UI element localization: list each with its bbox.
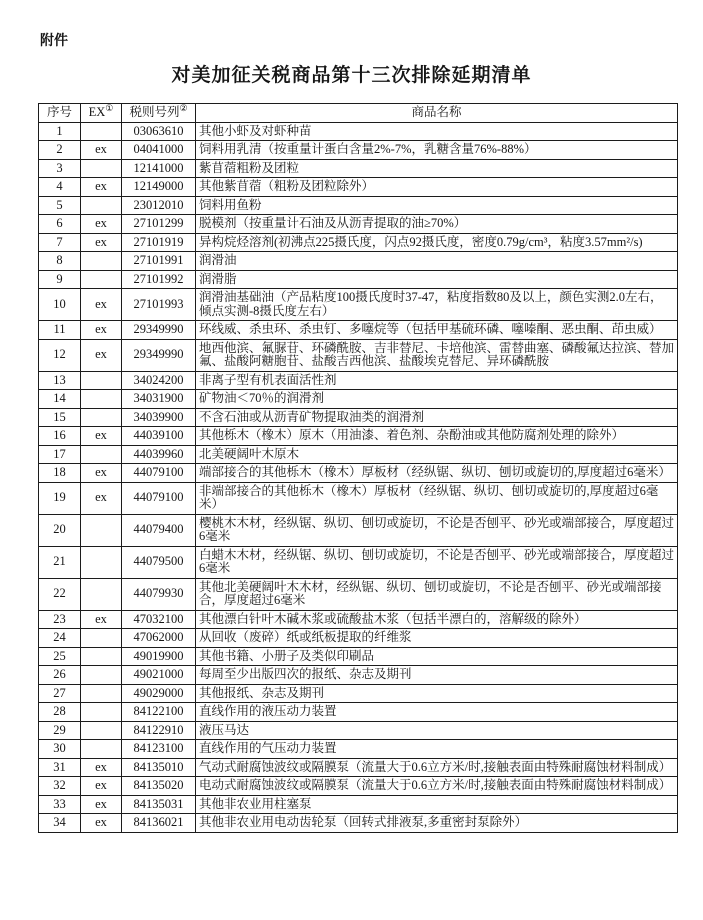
tariff-code-cell: 47032100 xyxy=(122,610,196,629)
row-index-cell: 19 xyxy=(39,482,81,514)
tariff-code-cell: 44039100 xyxy=(122,427,196,446)
table-row xyxy=(39,233,678,252)
tariff-code-cell: 29349990 xyxy=(122,321,196,340)
row-index-cell: 10 xyxy=(39,289,81,321)
table-row xyxy=(39,578,678,610)
table-row xyxy=(39,814,678,833)
tariff-code-cell: 84136021 xyxy=(122,814,196,833)
ex-flag-cell xyxy=(81,270,122,289)
table-row xyxy=(39,482,678,514)
column-header-ex-label: EX xyxy=(88,105,106,119)
product-name-cell: 不含石油或从沥青矿物提取油类的润滑剂 xyxy=(196,408,678,427)
footnote-marker-2: ② xyxy=(179,102,188,113)
row-index-cell: 16 xyxy=(39,427,81,446)
table-row xyxy=(39,390,678,409)
row-index-cell: 18 xyxy=(39,464,81,483)
row-index-cell: 22 xyxy=(39,578,81,610)
table-row xyxy=(39,371,678,390)
product-name-cell: 电动式耐腐蚀波纹或隔膜泵（流量大于0.6立方米/时,接触表面由特殊耐腐蚀材料制成） xyxy=(196,777,678,796)
tariff-code-cell: 44079930 xyxy=(122,578,196,610)
ex-flag-cell xyxy=(81,196,122,215)
ex-flag-cell: ex xyxy=(81,289,122,321)
row-index-cell: 7 xyxy=(39,233,81,252)
product-name-cell: 其他书籍、小册子及类似印刷品 xyxy=(196,647,678,666)
tariff-code-cell: 03063610 xyxy=(122,122,196,141)
table-row xyxy=(39,647,678,666)
ex-flag-cell: ex xyxy=(81,233,122,252)
attachment-label: 附件 xyxy=(40,34,68,49)
table-row xyxy=(39,464,678,483)
tariff-code-cell: 12149000 xyxy=(122,178,196,197)
tariff-code-cell: 34039900 xyxy=(122,408,196,427)
row-index-cell: 21 xyxy=(39,546,81,578)
tariff-code-cell: 49021000 xyxy=(122,666,196,685)
product-name-cell: 饲料用鱼粉 xyxy=(196,196,678,215)
row-index-cell: 30 xyxy=(39,740,81,759)
ex-flag-cell: ex xyxy=(81,777,122,796)
column-header-tariff-code-label: 税则号列 xyxy=(129,105,180,119)
row-index-cell: 14 xyxy=(39,390,81,409)
table-row xyxy=(39,514,678,546)
tariff-code-cell: 84135020 xyxy=(122,777,196,796)
tariff-code-cell: 34024200 xyxy=(122,371,196,390)
ex-flag-cell: ex xyxy=(81,814,122,833)
tariff-code-cell: 34031900 xyxy=(122,390,196,409)
ex-flag-cell xyxy=(81,546,122,578)
product-name-cell: 润滑油基础油（产品粘度100摄氏度时37-47，粘度指数80及以上，颜色实测2.0左右，倾点实测-8摄氏度左右） xyxy=(196,289,678,321)
row-index-cell: 11 xyxy=(39,321,81,340)
row-index-cell: 26 xyxy=(39,666,81,685)
table-row xyxy=(39,758,678,777)
ex-flag-cell xyxy=(81,445,122,464)
ex-flag-cell xyxy=(81,578,122,610)
product-name-cell: 其他栎木（橡木）原木（用油漆、着色剂、杂酚油或其他防腐剂处理的除外） xyxy=(196,427,678,446)
product-name-cell: 矿物油＜70％的润滑剂 xyxy=(196,390,678,409)
row-index-cell: 8 xyxy=(39,252,81,271)
row-index-cell: 13 xyxy=(39,371,81,390)
table-header xyxy=(39,104,678,123)
ex-flag-cell xyxy=(81,629,122,648)
column-header-index-label: 序号 xyxy=(46,105,72,119)
column-header-product-name-label: 商品名称 xyxy=(411,105,462,119)
table-row xyxy=(39,270,678,289)
row-index-cell: 17 xyxy=(39,445,81,464)
ex-flag-cell xyxy=(81,666,122,685)
product-name-cell: 非端部接合的其他栎木（橡木）厚板材（经纵锯、纵切、刨切或旋切的,厚度超过6毫米） xyxy=(196,482,678,514)
tariff-code-cell: 23012010 xyxy=(122,196,196,215)
row-index-cell: 23 xyxy=(39,610,81,629)
row-index-cell: 12 xyxy=(39,339,81,371)
row-index-cell: 9 xyxy=(39,270,81,289)
table-row xyxy=(39,445,678,464)
ex-flag-cell xyxy=(81,390,122,409)
ex-flag-cell xyxy=(81,703,122,722)
table-row xyxy=(39,427,678,446)
product-name-cell: 脱模剂（按重量计石油及从沥青提取的油≥70%） xyxy=(196,215,678,234)
product-name-cell: 其他紫苜蓿（粗粉及团粒除外） xyxy=(196,178,678,197)
column-header-product-name xyxy=(196,104,678,123)
tariff-code-cell: 27101919 xyxy=(122,233,196,252)
tariff-exclusion-table xyxy=(38,103,678,833)
product-name-cell: 液压马达 xyxy=(196,721,678,740)
column-header-tariff-code xyxy=(122,104,196,123)
footnote-marker-1: ① xyxy=(105,102,114,113)
tariff-code-cell: 47062000 xyxy=(122,629,196,648)
table-row xyxy=(39,215,678,234)
table-row xyxy=(39,777,678,796)
product-name-cell: 气动式耐腐蚀波纹或隔膜泵（流量大于0.6立方米/时,接触表面由特殊耐腐蚀材料制成） xyxy=(196,758,678,777)
page-title: 对美加征关税商品第十三次排除延期清单 xyxy=(171,65,532,86)
ex-flag-cell: ex xyxy=(81,215,122,234)
ex-flag-cell xyxy=(81,371,122,390)
row-index-cell: 32 xyxy=(39,777,81,796)
row-index-cell: 5 xyxy=(39,196,81,215)
tariff-code-cell: 27101993 xyxy=(122,289,196,321)
row-index-cell: 25 xyxy=(39,647,81,666)
ex-flag-cell: ex xyxy=(81,464,122,483)
product-name-cell: 紫苜蓿粗粉及团粒 xyxy=(196,159,678,178)
table-row xyxy=(39,610,678,629)
table-row xyxy=(39,684,678,703)
product-name-cell: 直线作用的液压动力装置 xyxy=(196,703,678,722)
ex-flag-cell: ex xyxy=(81,482,122,514)
tariff-code-cell: 84123100 xyxy=(122,740,196,759)
product-name-cell: 异构烷烃溶剂(初沸点225摄氏度，闪点92摄氏度，密度0.79g/cm³，粘度3.57mm²/s) xyxy=(196,233,678,252)
product-name-cell: 其他北美硬阔叶木木材，经纵锯、纵切、刨切或旋切，不论是否刨平、砂光或端部接合，厚度超过6毫米 xyxy=(196,578,678,610)
table-row xyxy=(39,408,678,427)
row-index-cell: 20 xyxy=(39,514,81,546)
product-name-cell: 其他小虾及对虾种苗 xyxy=(196,122,678,141)
ex-flag-cell: ex xyxy=(81,758,122,777)
product-name-cell: 饲料用乳清（按重量计蛋白含量2%-7%，乳糖含量76%-88%） xyxy=(196,141,678,160)
table-row xyxy=(39,321,678,340)
table-row xyxy=(39,252,678,271)
tariff-code-cell: 44079100 xyxy=(122,464,196,483)
ex-flag-cell xyxy=(81,740,122,759)
ex-flag-cell: ex xyxy=(81,610,122,629)
row-index-cell: 34 xyxy=(39,814,81,833)
ex-flag-cell xyxy=(81,408,122,427)
tariff-code-cell: 44079100 xyxy=(122,482,196,514)
ex-flag-cell xyxy=(81,647,122,666)
tariff-code-cell: 29349990 xyxy=(122,339,196,371)
row-index-cell: 33 xyxy=(39,795,81,814)
row-index-cell: 4 xyxy=(39,178,81,197)
product-name-cell: 非离子型有机表面活性剂 xyxy=(196,371,678,390)
ex-flag-cell: ex xyxy=(81,178,122,197)
table-row xyxy=(39,289,678,321)
product-name-cell: 地西他滨、氟脲苷、环磷酰胺、吉非替尼、卡培他滨、雷替曲塞、磷酸氟达拉滨、替加氟、盐酸阿糖胞苷、盐酸吉西他滨、盐酸埃克替尼、异环磷酰胺 xyxy=(196,339,678,371)
table-row xyxy=(39,740,678,759)
ex-flag-cell xyxy=(81,159,122,178)
tariff-code-cell: 04041000 xyxy=(122,141,196,160)
product-name-cell: 端部接合的其他栎木（橡木）厚板材（经纵锯、纵切、刨切或旋切的,厚度超过6毫米） xyxy=(196,464,678,483)
table-header-row xyxy=(39,104,678,123)
row-index-cell: 27 xyxy=(39,684,81,703)
tariff-code-cell: 44079500 xyxy=(122,546,196,578)
ex-flag-cell: ex xyxy=(81,427,122,446)
tariff-code-cell: 27101992 xyxy=(122,270,196,289)
row-index-cell: 31 xyxy=(39,758,81,777)
tariff-code-cell: 84122910 xyxy=(122,721,196,740)
tariff-code-cell: 12141000 xyxy=(122,159,196,178)
table-row xyxy=(39,546,678,578)
ex-flag-cell xyxy=(81,122,122,141)
ex-flag-cell: ex xyxy=(81,321,122,340)
table-row xyxy=(39,122,678,141)
table-row xyxy=(39,703,678,722)
ex-flag-cell xyxy=(81,684,122,703)
column-header-ex xyxy=(81,104,122,123)
tariff-code-cell: 84135010 xyxy=(122,758,196,777)
product-name-cell: 环线威、杀虫环、杀虫钉、多噻烷等（包括甲基硫环磷、噻嗪酮、恶虫酮、茚虫威） xyxy=(196,321,678,340)
tariff-code-cell: 84135031 xyxy=(122,795,196,814)
product-name-cell: 从回收（废碎）纸或纸板提取的纤维浆 xyxy=(196,629,678,648)
table-row xyxy=(39,721,678,740)
tariff-code-cell: 49019900 xyxy=(122,647,196,666)
tariff-code-cell: 44039960 xyxy=(122,445,196,464)
table-row xyxy=(39,666,678,685)
table-row xyxy=(39,196,678,215)
product-name-cell: 润滑油 xyxy=(196,252,678,271)
row-index-cell: 29 xyxy=(39,721,81,740)
table-row xyxy=(39,795,678,814)
ex-flag-cell xyxy=(81,721,122,740)
product-name-cell: 其他非农业用柱塞泵 xyxy=(196,795,678,814)
tariff-code-cell: 44079400 xyxy=(122,514,196,546)
ex-flag-cell: ex xyxy=(81,339,122,371)
tariff-code-cell: 27101299 xyxy=(122,215,196,234)
ex-flag-cell xyxy=(81,514,122,546)
table-row xyxy=(39,159,678,178)
row-index-cell: 3 xyxy=(39,159,81,178)
product-name-cell: 其他非农业用电动齿轮泵（回转式排液泵,多重密封泵除外） xyxy=(196,814,678,833)
table-row xyxy=(39,141,678,160)
tariff-code-cell: 49029000 xyxy=(122,684,196,703)
row-index-cell: 1 xyxy=(39,122,81,141)
row-index-cell: 15 xyxy=(39,408,81,427)
product-name-cell: 樱桃木木材，经纵锯、纵切、刨切或旋切，不论是否刨平、砂光或端部接合，厚度超过6毫米 xyxy=(196,514,678,546)
table-body xyxy=(39,122,678,832)
ex-flag-cell xyxy=(81,252,122,271)
row-index-cell: 2 xyxy=(39,141,81,160)
table-row xyxy=(39,629,678,648)
row-index-cell: 28 xyxy=(39,703,81,722)
table-row xyxy=(39,178,678,197)
product-name-cell: 其他漂白针叶木碱木浆或硫酸盐木浆（包括半漂白的，溶解级的除外） xyxy=(196,610,678,629)
product-name-cell: 白蜡木木材，经纵锯、纵切、刨切或旋切，不论是否刨平、砂光或端部接合，厚度超过6毫米 xyxy=(196,546,678,578)
product-name-cell: 润滑脂 xyxy=(196,270,678,289)
tariff-code-cell: 27101991 xyxy=(122,252,196,271)
tariff-code-cell: 84122100 xyxy=(122,703,196,722)
product-name-cell: 直线作用的气压动力装置 xyxy=(196,740,678,759)
table-row xyxy=(39,339,678,371)
product-name-cell: 其他报纸、杂志及期刊 xyxy=(196,684,678,703)
product-name-cell: 每周至少出版四次的报纸、杂志及期刊 xyxy=(196,666,678,685)
row-index-cell: 6 xyxy=(39,215,81,234)
ex-flag-cell: ex xyxy=(81,141,122,160)
product-name-cell: 北美硬阔叶木原木 xyxy=(196,445,678,464)
ex-flag-cell: ex xyxy=(81,795,122,814)
row-index-cell: 24 xyxy=(39,629,81,648)
column-header-index xyxy=(39,104,81,123)
